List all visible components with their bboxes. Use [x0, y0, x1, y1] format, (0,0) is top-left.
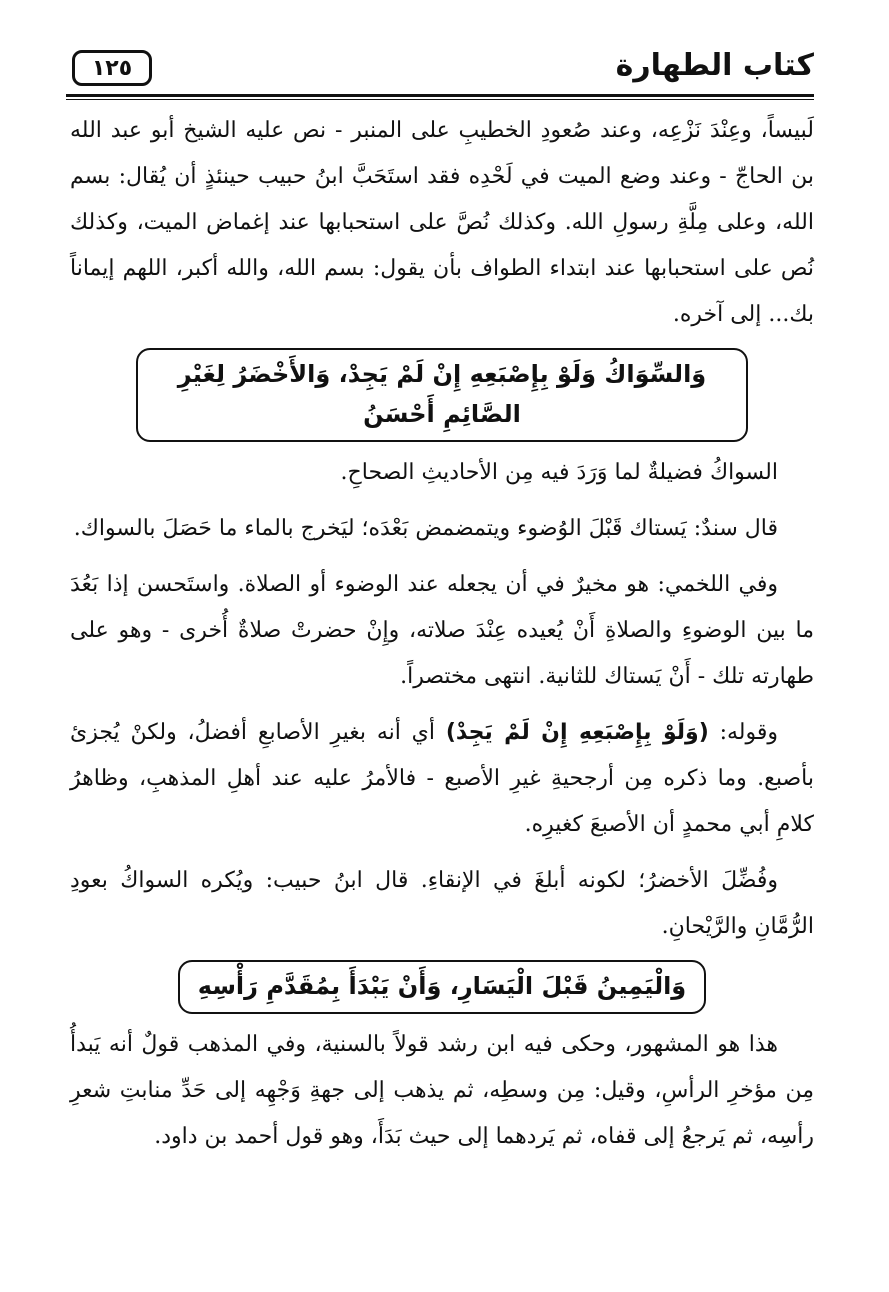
paragraph: [70, 710, 814, 848]
matn-box-container: [70, 348, 814, 442]
paragraph: وفُضِّلَ الأخضرُ؛ لكونه أبلغَ في الإنقاءِ. قال ابنُ حبيب: ويُكره السواكُ بعودِ الرُّمَّانِ والرَّيْحانِ.: [70, 868, 814, 939]
paragraph: قال سندٌ: يَستاك قَبْلَ الوُضوء ويتمضمض بَعْدَه؛ ليَخرج بالماء ما حَصَلَ بالسواك.: [73, 516, 778, 541]
matn-box: وَالْيَمِينُ قَبْلَ الْيَسَارِ، وَأَنْ يَبْدَأَ بِمُقَدَّمِ رَأْسِهِ: [178, 960, 706, 1014]
page-number: ١٢٥: [72, 50, 152, 86]
paragraph: وفي اللخمي: هو مخيرٌ في أن يجعله عند الوضوء أو الصلاة. واستَحسن إذا بَعُدَ ما بين الوضوءِ والصلاةِ أَنْ يُعيده عِنْدَ صلاته، وإِنْ حضرتْ صلاةٌ أُخرى - وهو على طهارته تلك - أَنْ يَستاك للثانية. انتهى مختصراً.: [70, 572, 814, 689]
paragraph-prefix: وقوله:: [708, 720, 778, 745]
page-body: [70, 108, 814, 1170]
matn-box-container: [70, 960, 814, 1014]
book-title: كتاب الطهارة: [615, 48, 814, 83]
page-header: [66, 40, 814, 102]
paragraph: لَبيساً، وعِنْدَ نَزْعِه، وعند صُعودِ الخطيبِ على المنبر - نص عليه الشيخ أبو عبد الله بن الحاجّ - وعند وضع الميت في لَحْدِه فقد استَحَبَّ ابنُ حبيب حينئذٍ أن يُقال: بسم الله، وعلى مِلَّةِ رسولِ الله. وكذلك نُصَّ على استحبابها عند إغماض الميت، وكذلك نُص على استحبابها عند ابتداء الطواف بأن يقول: بسم الله، والله أكبر، اللهم إيماناً بك... إلى آخره.: [70, 118, 814, 327]
matn-box: وَالسِّوَاكُ وَلَوْ بِإِصْبَعِهِ إِنْ لَمْ يَجِدْ، وَالأَخْضَرُ لِغَيْرِ الصَّائِمِ أَحْسَنُ: [136, 348, 748, 442]
paragraph-text: أي أنه بغيرِ الأصابعِ أفضلُ، ولكنْ يُجزئ بأصبع. وما ذكره مِن أرجحيةِ غيرِ الأصبع - فالأمرُ عليه عند أهلِ المذهبِ، وظاهرُ كلامِ أبي محمدٍ أن الأصبعَ كغيرِه.: [70, 720, 814, 837]
header-rule: [66, 94, 814, 97]
paragraph: هذا هو المشهور، وحكى فيه ابن رشد قولاً بالسنية، وفي المذهب قولٌ أنه يَبدأُ مِن مؤخرِ الرأسِ، وقيل: مِن وسطِه، ثم يذهب إلى جهةِ وَجْهِه إلى حَدِّ منابتِ شعرِ رأسِه، ثم يَرجعُ إلى قفاه، ثم يَردهما إلى حيث بَدَأَ، وهو قول أحمد بن داود.: [70, 1032, 814, 1149]
paragraph: السواكُ فضيلةٌ لما وَرَدَ فيه مِن الأحاديثِ الصحاحِ.: [340, 460, 778, 485]
header-rule-thin: [66, 99, 814, 100]
quoted-matn: (وَلَوْ بِإِصْبَعِهِ إِنْ لَمْ يَجِدْ): [445, 720, 709, 745]
